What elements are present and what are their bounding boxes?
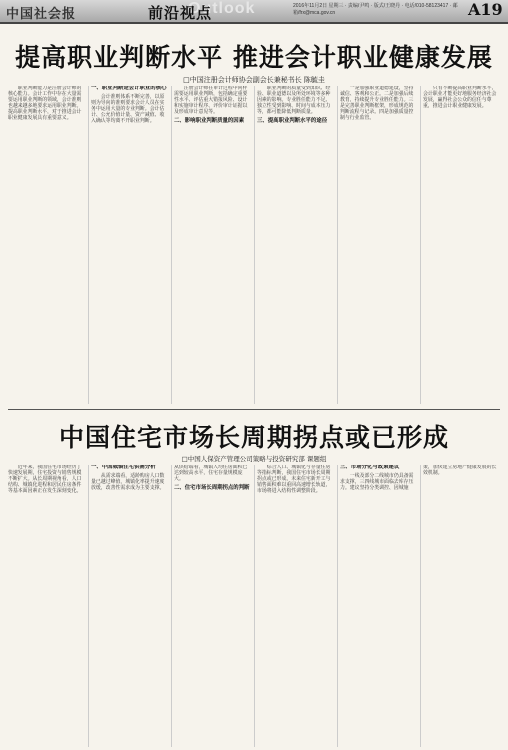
article1-subheading: 二、影响职业判断质量的因素 [174, 117, 245, 124]
article2-subheading: 二、住宅市场长周期拐点的判断 [174, 484, 250, 491]
article2-paragraph: 一线及部分二线城市仍具备需求支撑，三四线城市面临去库存压力。建议坚持分类调控、因城施策，加快建立房地产健康发展的长效机制。 [340, 465, 497, 491]
issue-meta: 2016年11月2日 星期三 · 责编/尹鸣 · 版式/王晓丹 · 电话/010-58123417 · 邮箱/frx@mca.gov.cn [293, 3, 458, 16]
article2-byline: □中国人保资产管理公司策略与投资研究部 课题组 [181, 455, 327, 463]
article2-paragraph: 从需求端看，适龄购房人口数量已越过峰值，城镇化率提升速度放缓，改善性需求成为主要支撑。从供给端看，城镇人均住房面积已达到较高水平，住宅存量规模庞大。 [91, 465, 248, 491]
article2-headline: 中国住宅市场长周期拐点或已形成 [58, 423, 449, 452]
article1-paragraph: 会计准则体系不断完善，以原则为导向的准则要求会计人员在实务中运用大量的专业判断。会计估计、公允价值计量、资产减值、收入确认等均离不开职业判断。 [91, 93, 165, 124]
article2-subheading: 一、中国城镇住宅供需分析 [91, 465, 156, 470]
section-divider [8, 409, 500, 410]
article1-paragraph: 注册会计师在审计过程中同样需要运用职业判断，包括确定重要性水平、评估重大错报风险、设计和实施审计程序、评价审计证据以及形成审计意见等。 [174, 86, 248, 115]
article1-paragraph: 职业判断能力是注册会计师的核心能力。会计工作中存在大量需要运用职业判断的领域，会计准则也越来越多地要求运用职业判断。提高职业判断水平，对于推进会计职业健康发展具有重要意义。 [8, 86, 82, 121]
article1-paragraph: 一是加强职业道德建设，坚持诚信、客观和公正。二是加强后续教育，持续提升专业胜任能力。三是完善职业判断框架，形成规范的判断流程与记录。四是加强质量控制与行业监管。 [340, 86, 414, 121]
article1-body [8, 86, 500, 404]
article2-paragraph: 近年来，我国住宅市场经历了快速发展期，住宅投资与销售规模不断扩大。从长周期视角看，人口结构、城镇化进程和居民住房条件等基本面因素正在发生深刻变化。 [8, 465, 82, 494]
article2-subheading: 三、市场分化与政策建议 [340, 465, 400, 470]
article1-subheading: 三、提高职业判断水平的途径 [257, 117, 328, 124]
article1-subheading: 一、职业判断是会计职业的核心 [91, 86, 167, 91]
article1-byline: □中国注册会计师协会副会长兼秘书长 陈毓圭 [183, 76, 325, 84]
article1-paragraph: 只有不断提高职业判断水平，会计职业才能更好地服务经济社会发展，赢得社会公众的信任与尊重，推进会计职业健康发展。 [423, 86, 497, 109]
section-english-title: Outlook [188, 0, 256, 17]
section-title: 前沿视点 [148, 5, 213, 22]
article2-paragraph: 综合人口、城镇化与存量住房等指标判断，我国住宅市场长周期拐点或已形成，未来住宅新开工与销售面积难以重回高速增长轨道，市场将进入结构性调整阶段。 [257, 465, 331, 494]
masthead [0, 0, 508, 24]
article2-body [8, 465, 500, 747]
article1-paragraph: 职业判断的质量受到知识、经验、职业道德以及所处环境等多种因素的影响。专业胜任能力不足、独立性受到影响、时间与成本压力等，都可能降低判断质量。 [257, 86, 331, 115]
newspaper-brand: 中国社会报 [6, 7, 77, 22]
page-number: A19 [468, 0, 503, 19]
article1-headline: 提高职业判断水平 推进会计职业健康发展 [15, 43, 493, 72]
